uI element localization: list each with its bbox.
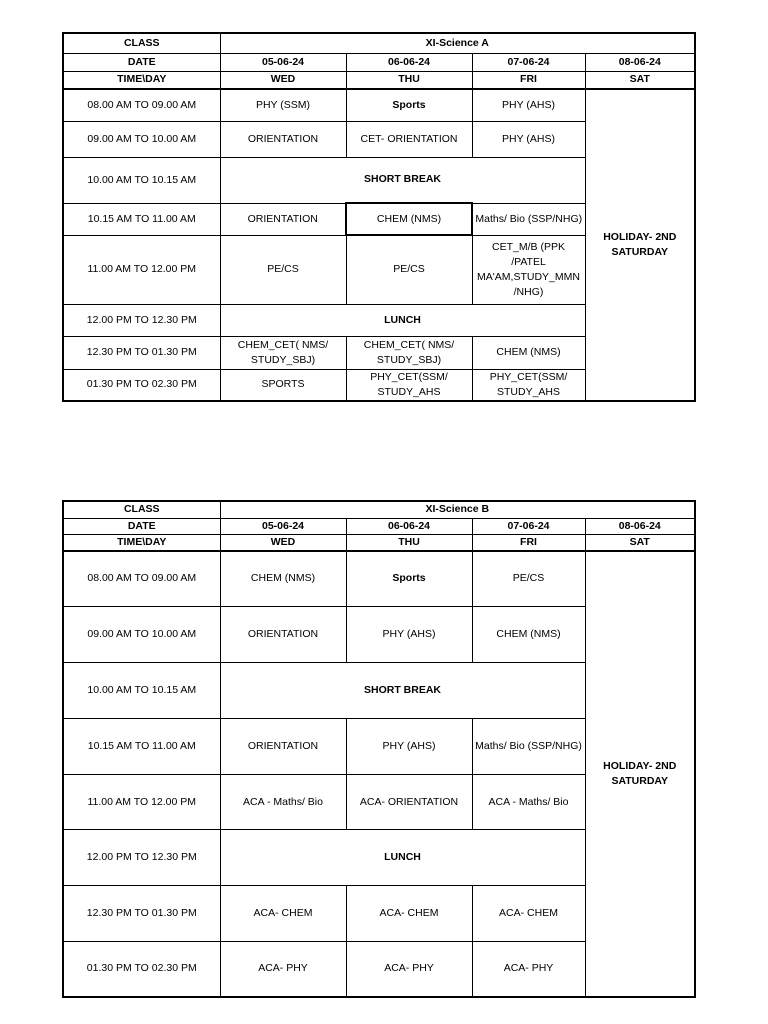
time-slot: 12.30 PM TO 01.30 PM [63,886,220,942]
day-cell: SAT [585,71,695,89]
time-slot: 01.30 PM TO 02.30 PM [63,369,220,401]
lunch-cell: LUNCH [220,830,585,886]
time-day-label: TIME\DAY [63,534,220,551]
time-slot: 12.00 PM TO 12.30 PM [63,830,220,886]
time-slot: 10.15 AM TO 11.00 AM [63,719,220,775]
holiday-cell: HOLIDAY- 2ND SATURDAY [585,551,695,997]
day-cell: FRI [472,534,585,551]
timetable-xi-science-b [62,500,696,998]
period-cell: Maths/ Bio (SSP/NHG) [472,203,585,235]
period-cell: CHEM_CET( NMS/ STUDY_SBJ) [220,336,346,369]
period-cell: CHEM_CET( NMS/ STUDY_SBJ) [346,336,472,369]
period-cell: ACA- CHEM [472,886,585,942]
time-slot: 01.30 PM TO 02.30 PM [63,942,220,997]
period-cell: ACA - Maths/ Bio [220,775,346,830]
day-cell: THU [346,534,472,551]
date-cell: 05-06-24 [220,518,346,534]
period-cell: PHY_CET(SSM/ STUDY_AHS [346,369,472,401]
time-slot: 08.00 AM TO 09.00 AM [63,89,220,121]
class-label: CLASS [63,33,220,53]
period-cell: CHEM (NMS) [220,551,346,607]
period-cell: PHY (SSM) [220,89,346,121]
period-cell: ACA- PHY [346,942,472,997]
period-cell: PHY_CET(SSM/ STUDY_AHS [472,369,585,401]
lunch-cell: LUNCH [220,304,585,336]
time-slot: 12.00 PM TO 12.30 PM [63,304,220,336]
date-cell: 07-06-24 [472,518,585,534]
date-cell: 08-06-24 [585,53,695,71]
date-cell: 06-06-24 [346,53,472,71]
class-label: CLASS [63,501,220,518]
table-row [63,89,695,121]
period-cell: CET_M/B (PPK /PATEL MA'AM,STUDY_MMN /NHG) [472,235,585,304]
date-cell: 06-06-24 [346,518,472,534]
time-slot: 09.00 AM TO 10.00 AM [63,607,220,663]
time-slot: 10.00 AM TO 10.15 AM [63,663,220,719]
period-cell: ACA - Maths/ Bio [472,775,585,830]
period-cell: CHEM (NMS) [346,203,472,235]
date-cell: 07-06-24 [472,53,585,71]
period-cell: CHEM (NMS) [472,336,585,369]
period-cell: CET- ORIENTATION [346,121,472,157]
period-cell: PE/CS [346,235,472,304]
time-slot: 10.00 AM TO 10.15 AM [63,157,220,203]
time-slot: 09.00 AM TO 10.00 AM [63,121,220,157]
period-cell: PHY (AHS) [346,607,472,663]
date-cell: 05-06-24 [220,53,346,71]
period-cell: ORIENTATION [220,121,346,157]
class-name: XI-Science B [220,501,695,518]
short-break-cell: SHORT BREAK [220,663,585,719]
date-cell: 08-06-24 [585,518,695,534]
time-slot: 08.00 AM TO 09.00 AM [63,551,220,607]
period-cell: PE/CS [220,235,346,304]
time-slot: 11.00 AM TO 12.00 PM [63,235,220,304]
period-cell: SPORTS [220,369,346,401]
time-day-label: TIME\DAY [63,71,220,89]
period-cell: ACA- PHY [220,942,346,997]
time-slot: 12.30 PM TO 01.30 PM [63,336,220,369]
period-cell: ORIENTATION [220,203,346,235]
day-cell: WED [220,534,346,551]
period-cell: ACA- PHY [472,942,585,997]
period-cell: ACA- ORIENTATION [346,775,472,830]
period-cell: PHY (AHS) [346,719,472,775]
short-break-cell: SHORT BREAK [220,157,585,203]
time-slot: 11.00 AM TO 12.00 PM [63,775,220,830]
date-label: DATE [63,518,220,534]
period-cell: CHEM (NMS) [472,607,585,663]
period-cell: PE/CS [472,551,585,607]
date-label: DATE [63,53,220,71]
period-cell: Sports [346,551,472,607]
period-cell: PHY (AHS) [472,121,585,157]
timetable-xi-science-a [62,32,696,402]
day-cell: SAT [585,534,695,551]
class-name: XI-Science A [220,33,695,53]
period-cell: ACA- CHEM [220,886,346,942]
table-row [63,551,695,607]
day-cell: FRI [472,71,585,89]
day-cell: WED [220,71,346,89]
period-cell: Sports [346,89,472,121]
time-slot: 10.15 AM TO 11.00 AM [63,203,220,235]
period-cell: Maths/ Bio (SSP/NHG) [472,719,585,775]
holiday-cell: HOLIDAY- 2ND SATURDAY [585,89,695,401]
period-cell: PHY (AHS) [472,89,585,121]
period-cell: ORIENTATION [220,719,346,775]
period-cell: ACA- CHEM [346,886,472,942]
day-cell: THU [346,71,472,89]
period-cell: ORIENTATION [220,607,346,663]
